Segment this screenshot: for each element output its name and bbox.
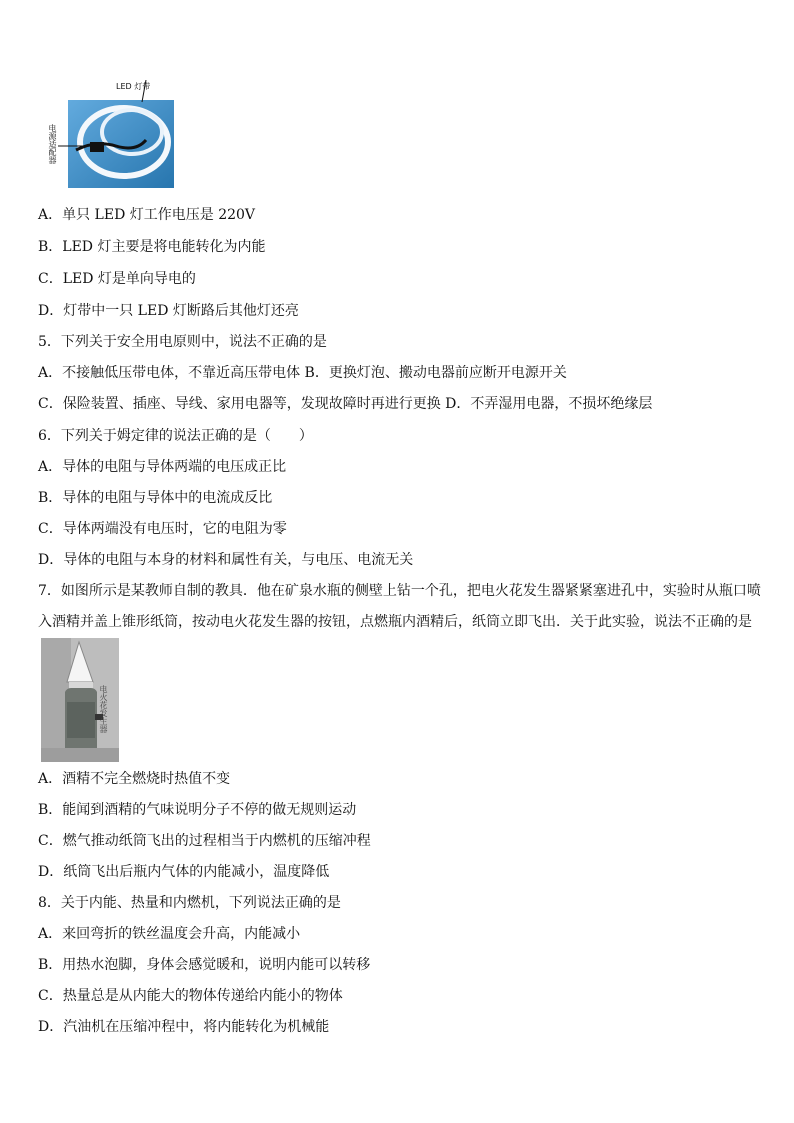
q8-option-d: D．汽油机在压缩冲程中，将内能转化为机械能 xyxy=(38,1019,330,1035)
q8-option-c: C．热量总是从内能大的物体传递给内能小的物体 xyxy=(38,988,343,1004)
q4-option-d: D．灯带中一只 LED 灯断路后其他灯还亮 xyxy=(38,303,299,319)
q5-options-row2: C．保险装置、插座、导线、家用电器等，发现故障时再进行更换 D．不弄湿用电器，不损坏绝缘层 xyxy=(38,396,653,412)
q7-option-a: A．酒精不完全燃烧时热值不变 xyxy=(38,771,231,787)
power-adapter-label: 电源适配器 xyxy=(48,124,57,164)
q7-stem-line1: 7．如图所示是某教师自制的教具．他在矿泉水瓶的侧壁上钻一个孔，把电火花发生器紧紧塞进孔中，实验时从瓶口喷 xyxy=(38,583,761,599)
q6-option-a: A．导体的电阻与导体两端的电压成正比 xyxy=(38,459,287,475)
q6-option-d: D．导体的电阻与本身的材料和属性有关，与电压、电流无关 xyxy=(38,552,414,568)
q4-option-c: C．LED 灯是单向导电的 xyxy=(38,271,196,287)
q4-option-b: B．LED 灯主要是将电能转化为内能 xyxy=(38,239,266,255)
spark-generator-label: 电火花发生器 xyxy=(99,685,108,733)
q8-option-b: B．用热水泡脚，身体会感觉暖和，说明内能可以转移 xyxy=(38,957,371,973)
q7-stem-line2: 入酒精并盖上锥形纸筒，按动电火花发生器的按钮，点燃瓶内酒精后，纸筒立即飞出．关于此实验，说法不正确的是 xyxy=(38,614,752,630)
q7-option-c: C．燃气推动纸筒飞出的过程相当于内燃机的压缩冲程 xyxy=(38,833,371,849)
q4-option-a: A．单只 LED 灯工作电压是 220V xyxy=(38,207,256,223)
led-strip-label: LED 灯带 xyxy=(116,82,151,91)
q8-stem: 8．关于内能、热量和内燃机，下列说法正确的是 xyxy=(38,895,341,911)
q5-options-row1: A．不接触低压带电体，不靠近高压带电体 B．更换灯泡、搬动电器前应断开电源开关 xyxy=(38,365,567,381)
led-strip-photo xyxy=(46,80,176,190)
q6-option-b: B．导体的电阻与导体中的电流成反比 xyxy=(38,490,273,506)
q6-stem: 6．下列关于姆定律的说法正确的是（ ） xyxy=(38,428,313,444)
q8-option-a: A．来回弯折的铁丝温度会升高，内能减小 xyxy=(38,926,301,942)
q7-option-d: D．纸筒飞出后瓶内气体的内能减小，温度降低 xyxy=(38,864,330,880)
q6-option-c: C．导体两端没有电压时，它的电阻为零 xyxy=(38,521,287,537)
q5-stem: 5．下列关于安全用电原则中，说法不正确的是 xyxy=(38,334,327,350)
q7-option-b: B．能闻到酒精的气味说明分子不停的做无规则运动 xyxy=(38,802,357,818)
